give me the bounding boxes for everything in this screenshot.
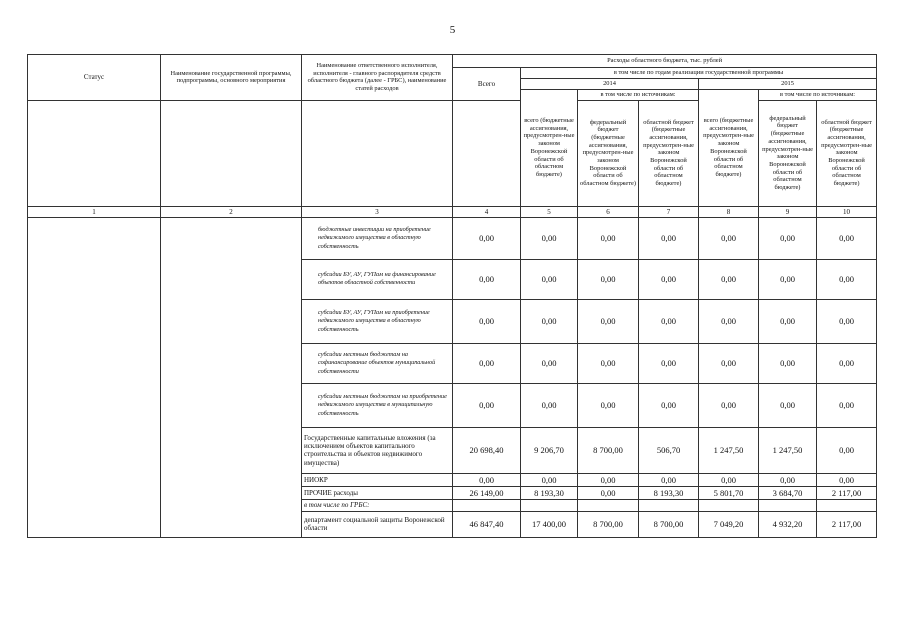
page-number: 5 bbox=[449, 24, 456, 36]
value-cell: 0,00 bbox=[578, 486, 639, 499]
value-cell: 0,00 bbox=[817, 259, 877, 299]
header-sources-2014: в том числе по источникам: bbox=[578, 90, 699, 101]
value-cell: 8 700,00 bbox=[578, 427, 639, 473]
header-total: Всего bbox=[453, 68, 521, 101]
header-year-2014: 2014 bbox=[521, 79, 699, 90]
value-cell: 0,00 bbox=[578, 217, 639, 259]
value-cell: 0,00 bbox=[578, 299, 639, 343]
header-all-2015: всего (бюджетные ассигнования, предусмотрен-ные законом Воронежской области об областном бюджете) bbox=[699, 90, 759, 207]
table-row bbox=[28, 217, 877, 259]
value-cell: 0,00 bbox=[453, 473, 521, 486]
row-label: департамент социальной защиты Воронежской области bbox=[302, 511, 453, 537]
value-cell: 0,00 bbox=[817, 299, 877, 343]
header-by-years: в том числе по годам реализации государственной программы bbox=[521, 68, 877, 79]
value-cell: 0,00 bbox=[578, 259, 639, 299]
value-cell: 7 049,20 bbox=[699, 511, 759, 537]
header-sources-2015: в том числе по источникам: bbox=[759, 90, 877, 101]
value-cell: 1 247,50 bbox=[699, 427, 759, 473]
row-label: ПРОЧИЕ расходы bbox=[302, 486, 453, 499]
value-cell: 8 700,00 bbox=[639, 511, 699, 537]
header-empty-2 bbox=[161, 100, 302, 206]
value-cell: 0,00 bbox=[759, 217, 817, 259]
budget-table bbox=[27, 54, 877, 538]
row-label: в том числе по ГРБС: bbox=[302, 499, 453, 511]
value-cell: 0,00 bbox=[521, 473, 578, 486]
header-empty-3 bbox=[302, 100, 453, 206]
header-reg-2015: областной бюджет (бюджетные ассигнования, предусмотрен-ные законом Воронежской области об областном бюджете) bbox=[817, 100, 877, 206]
row-label: Государственные капитальные вложения (за исключением объектов капитального строительства и объектов недвижимого имущества) bbox=[302, 427, 453, 473]
value-cell: 0,00 bbox=[699, 299, 759, 343]
row-label: субсидии БУ, АУ, ГУПам на финансирование объектов областной собственности bbox=[302, 259, 453, 299]
value-cell: 8 193,30 bbox=[639, 486, 699, 499]
value-cell: 0,00 bbox=[699, 259, 759, 299]
header-empty-1 bbox=[28, 100, 161, 206]
value-cell bbox=[699, 499, 759, 511]
row-label: субсидии местным бюджетам на приобретение недвижимого имущества в муниципальную собственность bbox=[302, 383, 453, 427]
value-cell: 5 801,70 bbox=[699, 486, 759, 499]
value-cell: 46 847,40 bbox=[453, 511, 521, 537]
value-cell: 0,00 bbox=[817, 217, 877, 259]
value-cell: 4 932,20 bbox=[759, 511, 817, 537]
value-cell: 0,00 bbox=[639, 343, 699, 383]
value-cell: 20 698,40 bbox=[453, 427, 521, 473]
col-number: 3 bbox=[302, 206, 453, 217]
row-label: НИОКР bbox=[302, 473, 453, 486]
col-number: 6 bbox=[578, 206, 639, 217]
value-cell: 0,00 bbox=[759, 299, 817, 343]
value-cell bbox=[453, 499, 521, 511]
header-reg-2014: областной бюджет (бюджетные ассигнования, предусмотрен-ные законом Воронежской области об областном бюджете) bbox=[639, 100, 699, 206]
col-number: 1 bbox=[28, 206, 161, 217]
value-cell: 0,00 bbox=[699, 343, 759, 383]
col-number: 8 bbox=[699, 206, 759, 217]
header-all-2014: всего (бюджетные ассигнования, предусмотрен-ные законом Воронежской области об областном бюджете) bbox=[521, 90, 578, 207]
header-expenses: Расходы областного бюджета, тыс. рублей bbox=[453, 55, 877, 68]
value-cell: 2 117,00 bbox=[817, 486, 877, 499]
value-cell: 0,00 bbox=[639, 259, 699, 299]
value-cell: 0,00 bbox=[521, 343, 578, 383]
value-cell: 0,00 bbox=[521, 217, 578, 259]
header-year-2015: 2015 bbox=[699, 79, 877, 90]
value-cell: 3 684,70 bbox=[759, 486, 817, 499]
value-cell: 8 700,00 bbox=[578, 511, 639, 537]
col-number: 2 bbox=[161, 206, 302, 217]
column-number-row bbox=[28, 206, 877, 217]
value-cell: 0,00 bbox=[699, 473, 759, 486]
value-cell bbox=[521, 499, 578, 511]
value-cell: 8 193,30 bbox=[521, 486, 578, 499]
value-cell: 0,00 bbox=[817, 343, 877, 383]
value-cell: 0,00 bbox=[453, 343, 521, 383]
value-cell: 0,00 bbox=[521, 259, 578, 299]
value-cell: 0,00 bbox=[453, 383, 521, 427]
value-cell: 0,00 bbox=[453, 299, 521, 343]
value-cell: 0,00 bbox=[639, 473, 699, 486]
value-cell: 0,00 bbox=[817, 427, 877, 473]
col-number: 7 bbox=[639, 206, 699, 217]
value-cell bbox=[759, 499, 817, 511]
value-cell: 0,00 bbox=[699, 217, 759, 259]
header-fed-2015: федеральный бюджет (бюджетные ассигнования, предусмотрен-ные законом Воронежской области об областном бюджете) bbox=[759, 100, 817, 206]
value-cell: 0,00 bbox=[453, 217, 521, 259]
value-cell: 0,00 bbox=[759, 473, 817, 486]
col-number: 10 bbox=[817, 206, 877, 217]
header-status: Статус bbox=[28, 55, 161, 101]
value-cell: 0,00 bbox=[817, 383, 877, 427]
value-cell: 0,00 bbox=[759, 259, 817, 299]
header-executor: Наименование ответственного исполнителя, исполнителя - главного распорядителя средств областного бюджета (далее - ГРБС), наименование статей расходов bbox=[302, 55, 453, 101]
value-cell: 506,70 bbox=[639, 427, 699, 473]
header-program: Наименование государственной программы, подпрограммы, основного мероприятия bbox=[161, 55, 302, 101]
value-cell: 0,00 bbox=[521, 299, 578, 343]
value-cell: 0,00 bbox=[578, 343, 639, 383]
col-number: 5 bbox=[521, 206, 578, 217]
col-number: 4 bbox=[453, 206, 521, 217]
value-cell: 26 149,00 bbox=[453, 486, 521, 499]
value-cell bbox=[578, 499, 639, 511]
value-cell: 0,00 bbox=[639, 383, 699, 427]
header-fed-2014: федеральный бюджет (бюджетные ассигнования, предусмотрен-ные законом Воронежской области об областном бюджете) bbox=[578, 100, 639, 206]
header-empty-4 bbox=[453, 100, 521, 206]
value-cell: 0,00 bbox=[639, 217, 699, 259]
value-cell: 0,00 bbox=[759, 343, 817, 383]
program-cell bbox=[161, 217, 302, 537]
value-cell: 0,00 bbox=[759, 383, 817, 427]
value-cell: 0,00 bbox=[639, 299, 699, 343]
value-cell: 17 400,00 bbox=[521, 511, 578, 537]
row-label: субсидии местным бюджетам на софинансирование объектов муниципальной собственности bbox=[302, 343, 453, 383]
value-cell: 0,00 bbox=[453, 259, 521, 299]
value-cell: 0,00 bbox=[578, 473, 639, 486]
status-cell bbox=[28, 217, 161, 537]
value-cell: 9 206,70 bbox=[521, 427, 578, 473]
col-number: 9 bbox=[759, 206, 817, 217]
value-cell: 1 247,50 bbox=[759, 427, 817, 473]
row-label: субсидии БУ, АУ, ГУПам на приобретение недвижимого имущества в областную собственность bbox=[302, 299, 453, 343]
value-cell: 0,00 bbox=[578, 383, 639, 427]
value-cell: 0,00 bbox=[521, 383, 578, 427]
value-cell: 2 117,00 bbox=[817, 511, 877, 537]
value-cell: 0,00 bbox=[699, 383, 759, 427]
value-cell: 0,00 bbox=[817, 473, 877, 486]
row-label: бюджетные инвестиции на приобретение недвижимого имущества в областную собственность bbox=[302, 217, 453, 259]
value-cell bbox=[817, 499, 877, 511]
value-cell bbox=[639, 499, 699, 511]
